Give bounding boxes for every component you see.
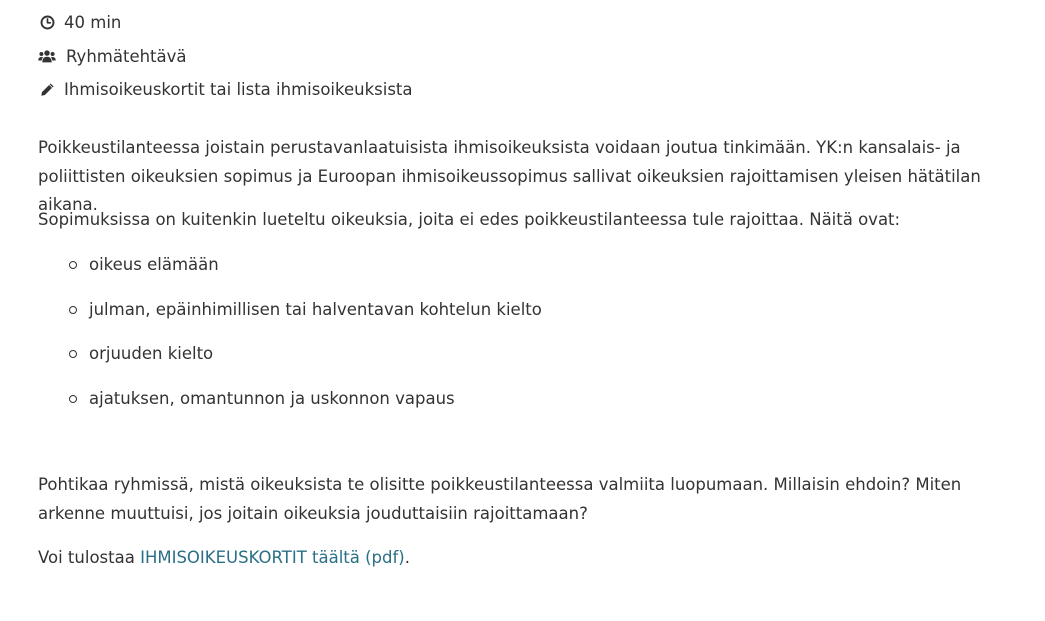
human-rights-cards-pdf-link[interactable]: IHMISOIKEUSKORTIT täältä (pdf) bbox=[140, 548, 405, 567]
format-row bbox=[38, 44, 187, 68]
list-item bbox=[38, 385, 542, 413]
discussion-paragraph: Pohtikaa ryhmissä, mistä oikeuksista te olisitte poikkeustilanteessa valmiita luopumaan. Millaisin ehdoin? Miten arkenne muuttuisi, jos joitain oikeuksia jouduttaisiin rajoittamaan? bbox=[38, 475, 962, 523]
list-item-text: ajatuksen, omantunnon ja uskonnon vapaus bbox=[89, 389, 455, 409]
circle-bullet-icon bbox=[69, 306, 77, 314]
list-item bbox=[38, 251, 542, 279]
pencil-icon bbox=[38, 80, 56, 98]
print-suffix: . bbox=[404, 548, 410, 567]
circle-bullet-icon bbox=[69, 350, 77, 358]
list-item bbox=[38, 340, 542, 368]
duration-row bbox=[38, 10, 121, 34]
materials-row bbox=[38, 77, 413, 101]
non-derogable-rights-list bbox=[38, 251, 542, 430]
users-icon bbox=[38, 47, 56, 65]
intro-paragraph: Poikkeustilanteessa joistain perustavanlaatuisista ihmisoikeuksista voidaan joutua tinkimään. YK:n kansalais- ja poliittisten oikeuksien sopimus ja Euroopan ihmisoikeussopimus sallivat oikeuksien rajoittamisen yleisen hätätilan aikana. bbox=[38, 138, 981, 214]
list-item-text: julman, epäinhimillisen tai halventavan kohtelun kielto bbox=[89, 299, 542, 319]
circle-bullet-icon bbox=[69, 395, 77, 403]
list-item bbox=[38, 296, 542, 324]
clock-icon bbox=[38, 13, 56, 31]
list-item-text: oikeus elämään bbox=[89, 255, 219, 274]
print-prefix: Voi tulostaa bbox=[38, 548, 141, 567]
print-paragraph bbox=[38, 544, 1023, 573]
rights-intro-paragraph: Sopimuksissa on kuitenkin lueteltu oikeuksia, joita ei edes poikkeustilanteessa tule rajoittaa. Näitä ovat: bbox=[38, 210, 901, 229]
materials-text: Ihmisoikeuskortit tai lista ihmisoikeuksista bbox=[64, 79, 413, 99]
duration-text: 40 min bbox=[64, 12, 122, 32]
format-text: Ryhmätehtävä bbox=[66, 46, 187, 66]
list-item-text: orjuuden kielto bbox=[89, 344, 214, 364]
circle-bullet-icon bbox=[69, 261, 77, 269]
